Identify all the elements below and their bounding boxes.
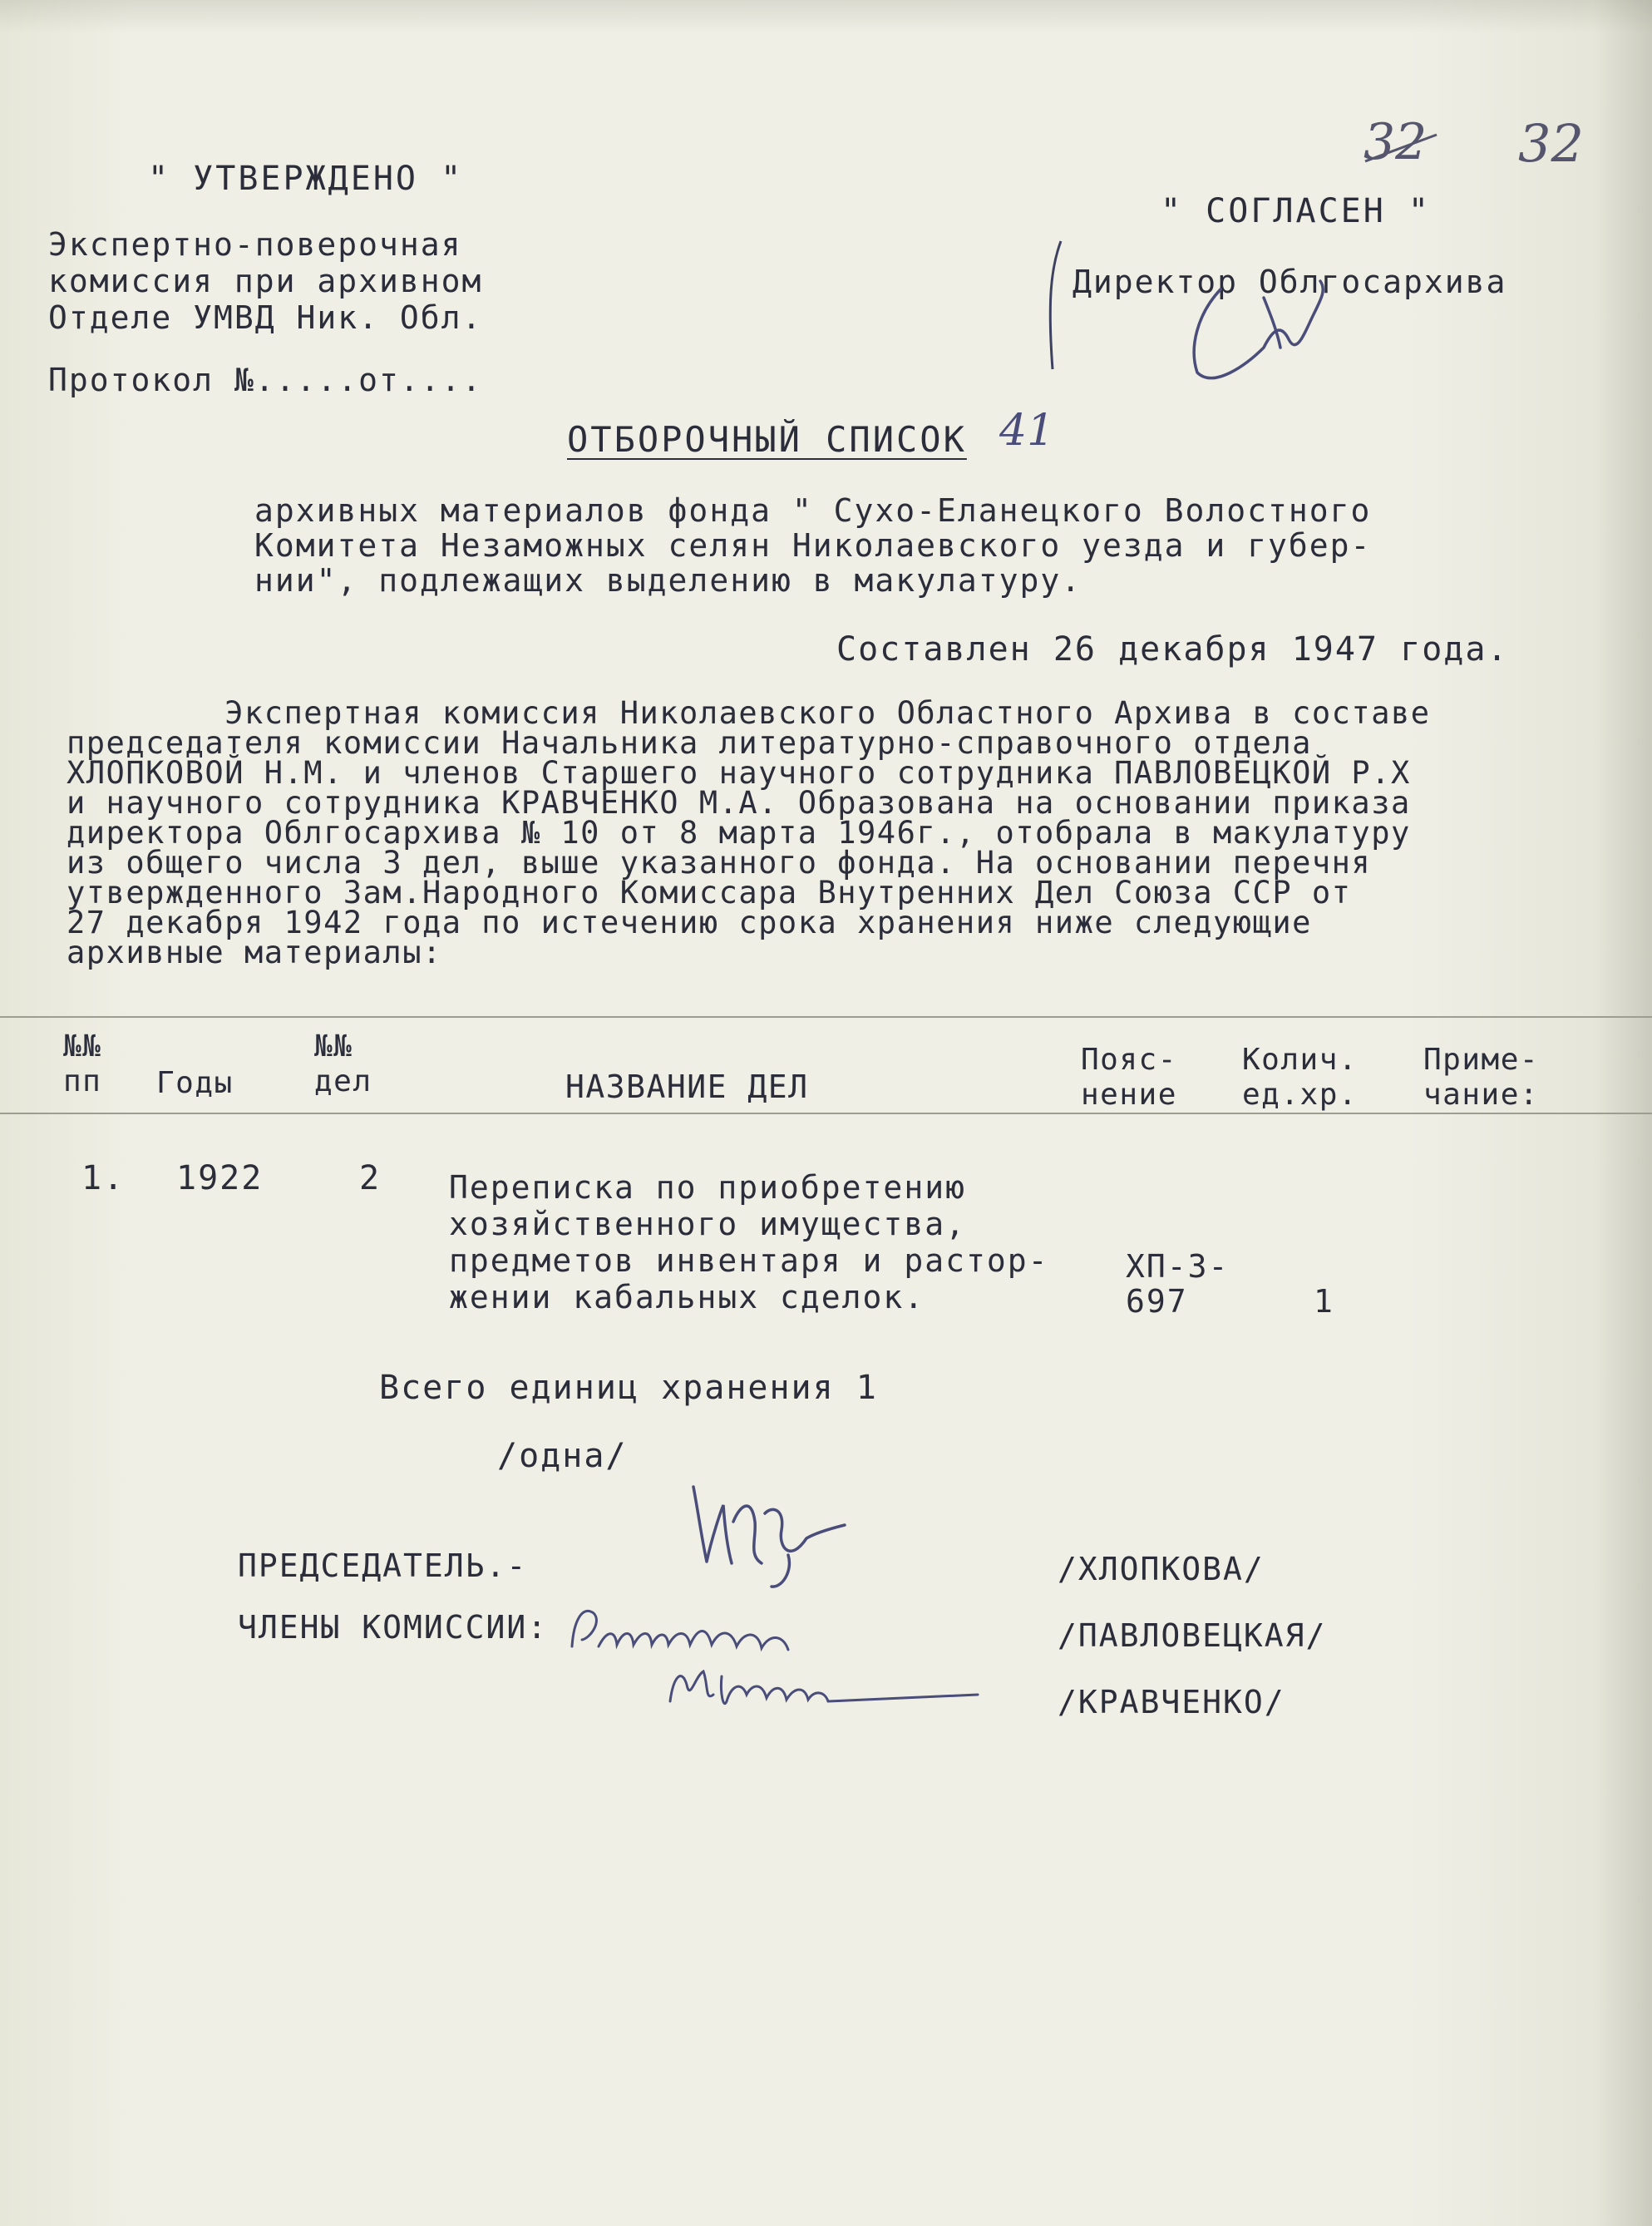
member-signature-kravchenko (662, 1651, 994, 1726)
archive-page-number-crossed: 32 (1364, 113, 1428, 171)
archive-page-number: 32 (1518, 113, 1584, 174)
chairman-signature (682, 1472, 856, 1597)
approved-commission: Экспертно-поверочная комиссия при архивном Отделе УМВД Ник. Обл. (48, 226, 483, 336)
column-header-years: Годы (156, 1066, 234, 1100)
row-case-number: 2 (359, 1159, 382, 1197)
table-header-rule (0, 1113, 1652, 1114)
member-name-2: /КРАВЧЕНКО/ (1058, 1684, 1285, 1720)
row-year: 1922 (176, 1159, 264, 1197)
handwritten-count-note: 41 (999, 406, 1055, 456)
agreed-heading: " СОГЛАСЕН " (1161, 192, 1431, 230)
document-title: ОТБОРОЧНЫЙ СПИСОК (567, 419, 967, 460)
member-name-1: /ПАВЛОВЕЦКАЯ/ (1058, 1617, 1327, 1654)
director-title: Директор Облгосархива (1073, 264, 1507, 300)
row-case-title: Переписка по приобретению хозяйственного имущества, предметов инвентаря и растор- жении кабальных сделок. (449, 1169, 1049, 1315)
document-subtitle: архивных материалов фонда " Сухо-Еланецкого Волостного Комитета Незаможных селян Николаевского уезда и губер- нии", подлежащих выделению в макулатуру. (254, 492, 1372, 599)
total-units: Всего единиц хранения 1 (379, 1369, 878, 1407)
protocol-line: Протокол №.....от.... (48, 362, 483, 398)
members-label: ЧЛЕНЫ КОМИССИИ: (238, 1609, 549, 1646)
row-explanation: ХП-3- 697 (1126, 1248, 1230, 1320)
compiled-date: Составлен 26 декабря 1947 года. (836, 630, 1509, 669)
director-signature (1181, 264, 1347, 397)
column-header-quantity: Колич. ед.хр. (1242, 1043, 1359, 1112)
margin-bracket-mark (1036, 234, 1069, 376)
column-header-explanation: Пояс- нение (1081, 1043, 1177, 1112)
column-header-case-title: НАЗВАНИЕ ДЕЛ (565, 1069, 809, 1105)
approved-heading: " УТВЕРЖДЕНО " (148, 160, 464, 198)
row-quantity: 1 (1314, 1283, 1334, 1320)
table-top-rule (0, 1016, 1652, 1018)
column-header-remark: Приме- чание: (1423, 1043, 1540, 1112)
paper-top-edge (0, 0, 1652, 33)
chairman-label: ПРЕДСЕДАТЕЛЬ.- (238, 1547, 528, 1584)
column-header-case-number: №№ дел (314, 1029, 372, 1098)
strike-through-mark (1360, 125, 1443, 175)
row-number: 1. (81, 1159, 126, 1197)
column-header-number: №№ пп (63, 1029, 102, 1098)
chairman-name: /ХЛОПКОВА/ (1058, 1551, 1265, 1587)
commission-statement: Экспертная комиссия Николаевского Областного Архива в составе председателя комиссии Начальника литературно-справочного отдела ХЛОПКОВОЙ Н.М. и членов Старшего научного сотрудника ПАВЛОВЕЦКОЙ Р.Х и научного сотрудника КРАВЧЕНКО М.А. Образована на основании приказа директора Облгосархива № 10 от 8 марта 1946г., отобрала в макулатуру из общего числа 3 дел, выше указанного фонда. На основании перечня утвержденного Зам.Народного Комиссара Внутренних Дел Союза ССР от 27 декабря 1942 года по истечению срока хранения ниже следующие архивные материалы: (67, 695, 1431, 970)
total-in-words: /одна/ (497, 1437, 628, 1475)
